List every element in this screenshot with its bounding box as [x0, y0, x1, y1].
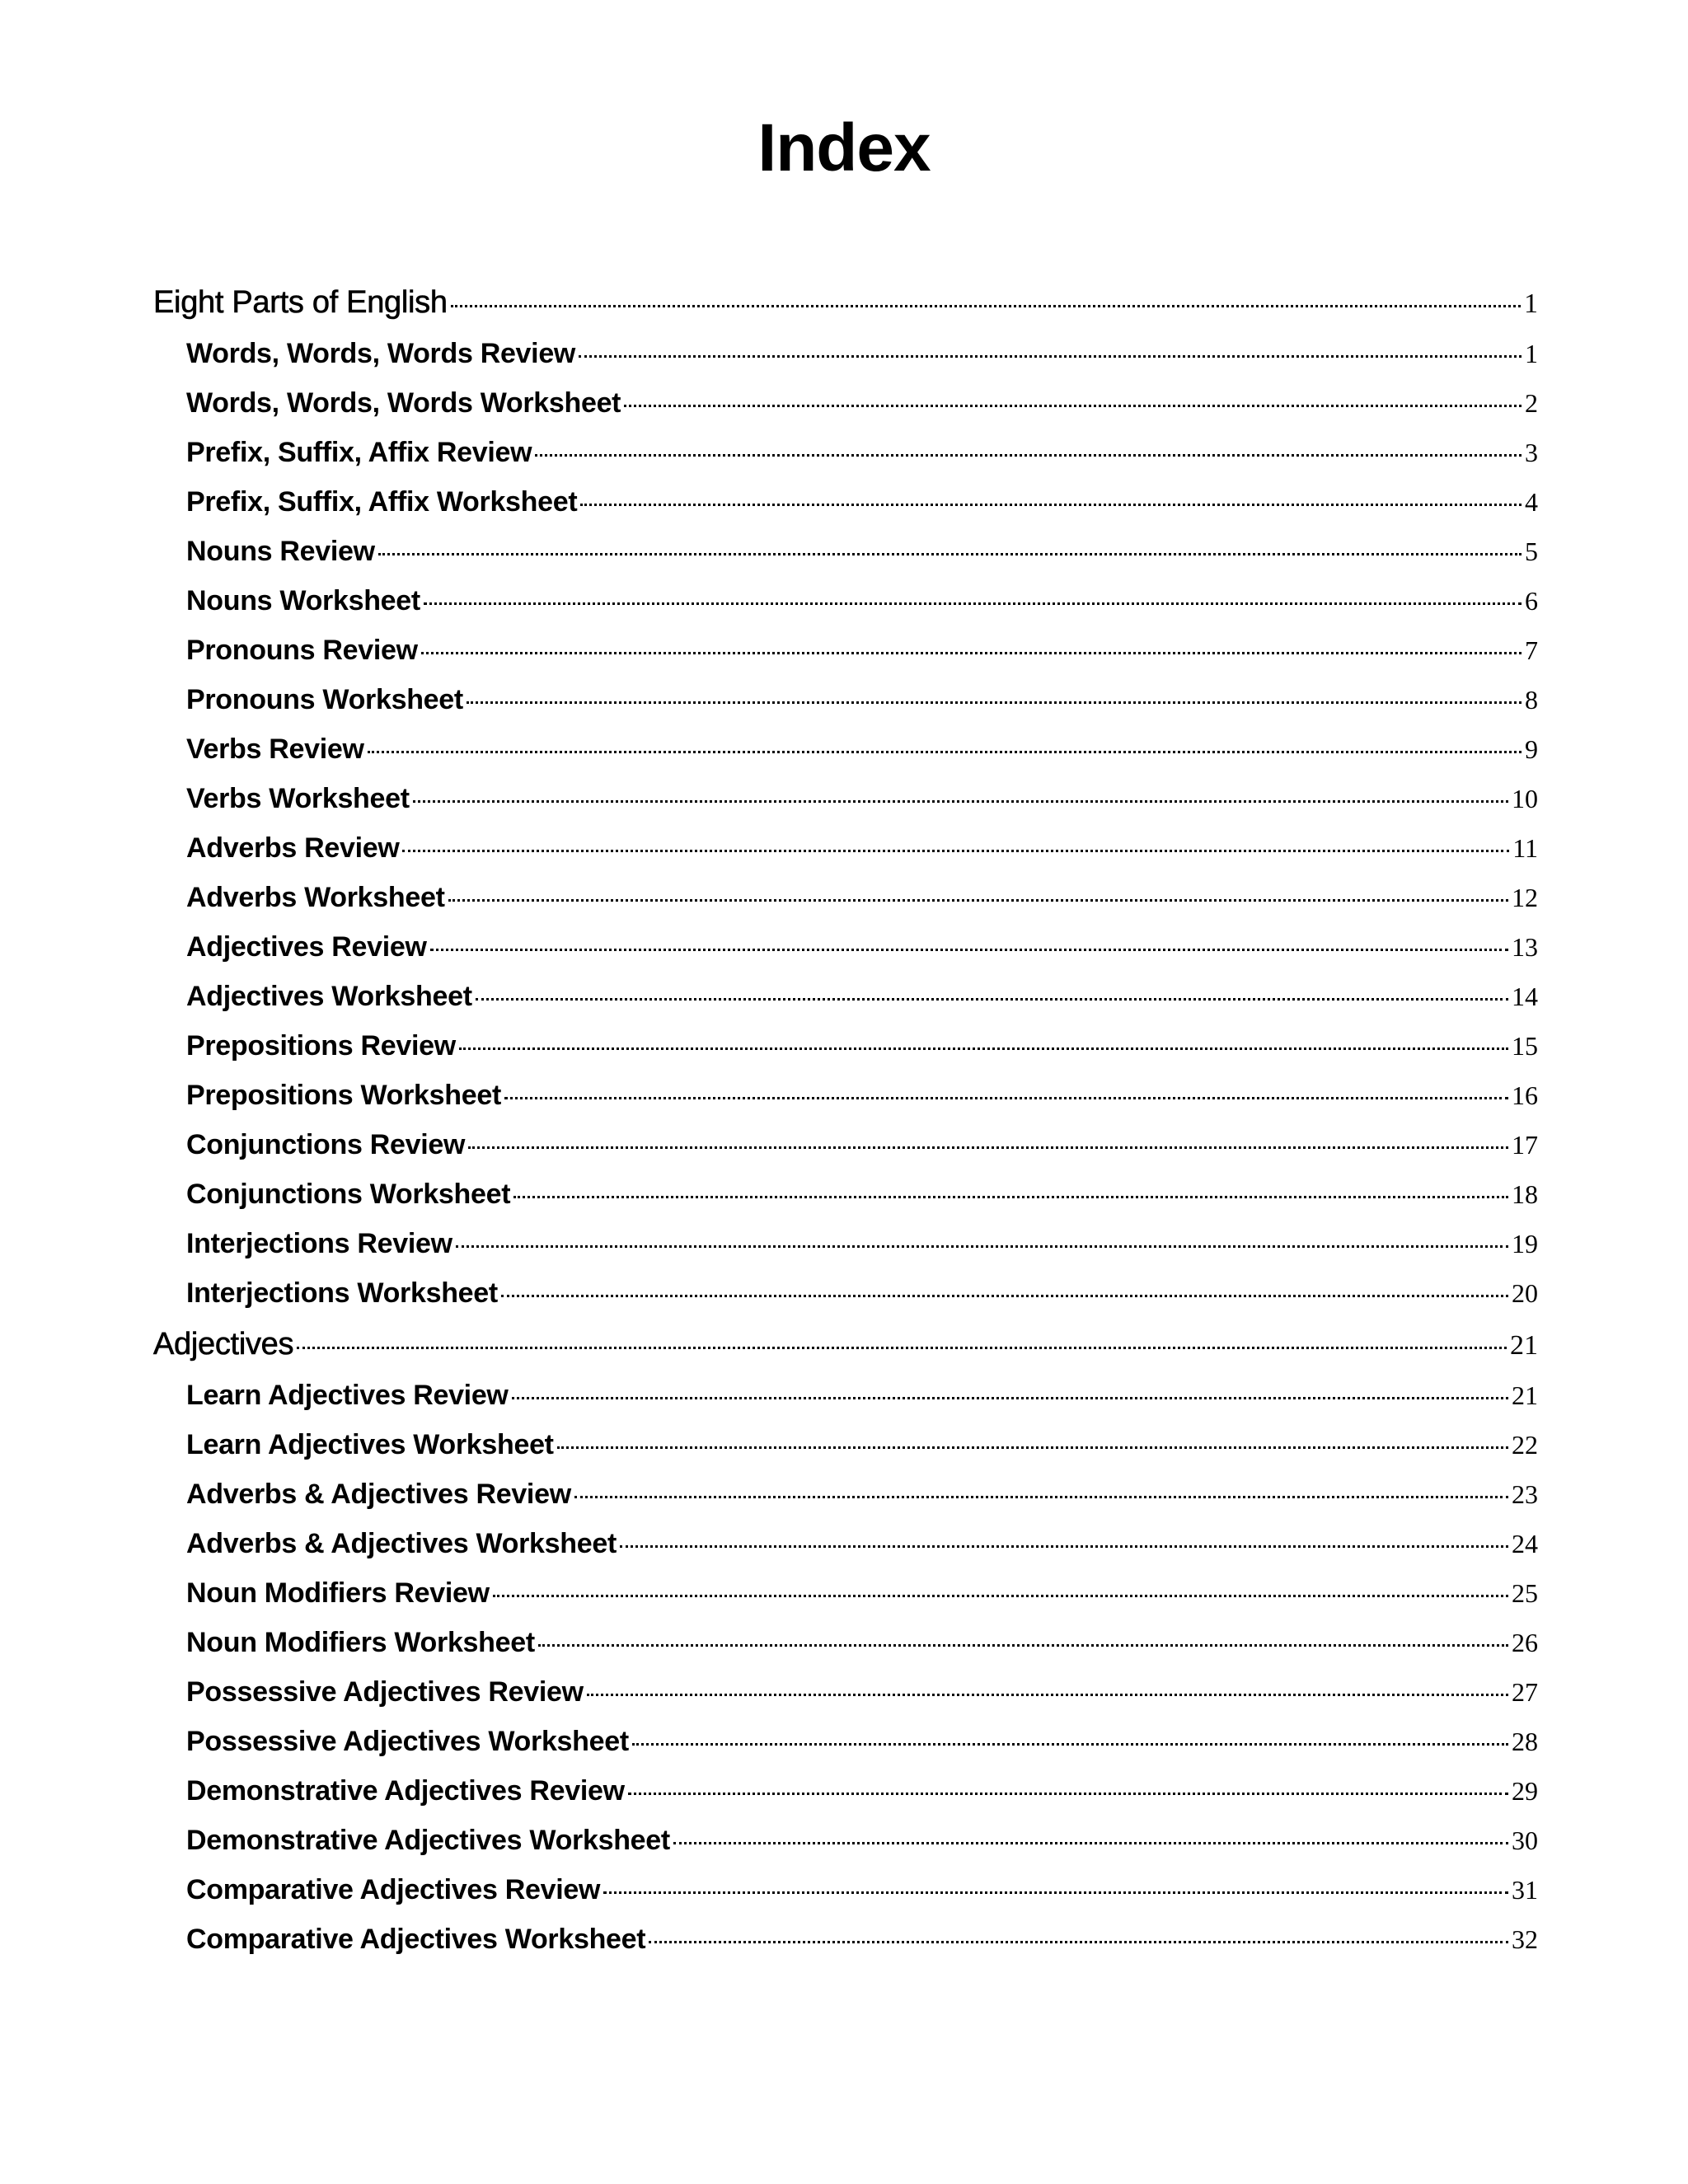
dot-leader	[603, 1891, 1508, 1894]
dot-leader	[451, 305, 1521, 307]
toc-entry-title: Demonstrative Adjectives Worksheet	[186, 1825, 670, 1856]
toc-entry[interactable]	[153, 1816, 1538, 1865]
toc-entry-title: Adverbs & Adjectives Review	[186, 1479, 571, 1510]
toc-entry-title: Pronouns Worksheet	[186, 684, 463, 715]
page-number: 13	[1512, 932, 1538, 962]
dot-leader	[632, 1743, 1508, 1746]
page-number: 5	[1525, 537, 1538, 566]
toc-entry-title: Adjectives Review	[186, 931, 427, 963]
dot-leader	[297, 1347, 1507, 1349]
dot-leader	[624, 405, 1522, 407]
toc-entry-title: Learn Adjectives Worksheet	[186, 1429, 554, 1460]
dot-leader	[512, 1397, 1508, 1399]
toc-entry-title: Prepositions Review	[186, 1030, 456, 1062]
toc-entry-title: Learn Adjectives Review	[186, 1380, 509, 1411]
toc-entry-title: Prefix, Suffix, Affix Worksheet	[186, 486, 578, 518]
dot-leader	[504, 1097, 1508, 1099]
page-number: 14	[1512, 982, 1538, 1011]
dot-leader	[421, 652, 1522, 654]
dot-leader	[493, 1595, 1508, 1597]
page-number: 25	[1512, 1578, 1538, 1608]
page-number: 26	[1512, 1628, 1538, 1657]
dot-leader	[538, 1644, 1508, 1647]
toc-entry-title: Possessive Adjectives Review	[186, 1676, 584, 1708]
toc-entry-title: Possessive Adjectives Worksheet	[186, 1726, 629, 1757]
toc-entry[interactable]	[153, 1469, 1538, 1519]
dot-leader	[501, 1295, 1508, 1297]
toc-entry-title: Adjectives Worksheet	[186, 981, 472, 1012]
toc-entry[interactable]	[153, 378, 1538, 428]
toc-entry-title: Adverbs Review	[186, 832, 400, 864]
toc-entry[interactable]	[153, 527, 1538, 576]
page-number: 12	[1512, 883, 1538, 912]
toc-entry[interactable]	[153, 1371, 1538, 1420]
page-number: 18	[1512, 1179, 1538, 1209]
toc-section-heading[interactable]	[153, 1318, 1538, 1371]
page-number: 8	[1525, 685, 1538, 715]
toc-entry[interactable]	[153, 675, 1538, 724]
dot-leader	[580, 504, 1522, 506]
page-number: 9	[1525, 734, 1538, 764]
dot-leader	[620, 1545, 1508, 1548]
toc-entry[interactable]	[153, 1618, 1538, 1667]
toc-entry[interactable]	[153, 823, 1538, 873]
toc-entry[interactable]	[153, 1568, 1538, 1618]
toc-entry[interactable]	[153, 1071, 1538, 1120]
dot-leader	[413, 800, 1508, 803]
toc-entry-title: Prepositions Worksheet	[186, 1080, 501, 1111]
page-number: 6	[1525, 586, 1538, 616]
toc-entry-title: Prefix, Suffix, Affix Review	[186, 437, 532, 468]
toc-entry-title: Words, Words, Words Worksheet	[186, 387, 621, 419]
dot-leader	[468, 1146, 1508, 1149]
toc-entry-title: Comparative Adjectives Worksheet	[186, 1924, 646, 1955]
toc-entry-title: Adjectives	[153, 1327, 294, 1361]
toc-entry[interactable]	[153, 724, 1538, 774]
toc-entry[interactable]	[153, 1219, 1538, 1268]
toc-entry[interactable]	[153, 576, 1538, 626]
dot-leader	[649, 1941, 1508, 1943]
page-number: 11	[1512, 833, 1538, 863]
page-number: 24	[1512, 1529, 1538, 1558]
toc-entry-title: Conjunctions Worksheet	[186, 1179, 511, 1210]
toc-entry-title: Demonstrative Adjectives Review	[186, 1775, 625, 1807]
dot-leader	[557, 1446, 1508, 1449]
dot-leader	[448, 899, 1508, 902]
dot-leader	[476, 998, 1508, 1001]
toc-entry-title: Comparative Adjectives Review	[186, 1874, 601, 1905]
dot-leader	[430, 949, 1508, 951]
dot-leader	[513, 1196, 1508, 1198]
dot-leader	[673, 1842, 1508, 1844]
toc-entry[interactable]	[153, 1268, 1538, 1318]
page-number: 3	[1525, 438, 1538, 467]
toc-entry[interactable]	[153, 428, 1538, 477]
page-number: 1	[1524, 288, 1538, 319]
table-of-contents	[153, 276, 1538, 1964]
page-title: Index	[757, 110, 931, 185]
toc-entry[interactable]	[153, 477, 1538, 527]
dot-leader	[628, 1793, 1508, 1795]
dot-leader	[535, 454, 1522, 457]
page-number: 21	[1510, 1330, 1538, 1361]
toc-entry[interactable]	[153, 1021, 1538, 1071]
toc-entry-title: Adverbs Worksheet	[186, 882, 445, 913]
page-number: 2	[1525, 388, 1538, 418]
toc-entry[interactable]	[153, 1766, 1538, 1816]
toc-entry-title: Verbs Worksheet	[186, 783, 410, 814]
toc-entry[interactable]	[153, 1865, 1538, 1915]
toc-section-heading[interactable]	[153, 276, 1538, 329]
toc-entry[interactable]	[153, 774, 1538, 823]
toc-entry-title: Verbs Review	[186, 733, 364, 765]
page-number: 30	[1512, 1825, 1538, 1855]
page-number: 27	[1512, 1677, 1538, 1707]
toc-entry[interactable]	[153, 1717, 1538, 1766]
toc-entry[interactable]	[153, 1420, 1538, 1469]
page-number: 19	[1512, 1229, 1538, 1258]
toc-entry-title: Eight Parts of English	[153, 285, 448, 320]
toc-entry[interactable]	[153, 329, 1538, 378]
dot-leader	[368, 751, 1522, 753]
toc-entry[interactable]	[153, 1667, 1538, 1717]
dot-leader	[456, 1245, 1508, 1248]
page-number: 4	[1525, 487, 1538, 517]
toc-entry[interactable]	[153, 1169, 1538, 1219]
dot-leader	[378, 553, 1522, 555]
page-number: 21	[1512, 1380, 1538, 1410]
toc-entry-title: Nouns Worksheet	[186, 585, 420, 616]
page-number: 1	[1525, 339, 1538, 368]
toc-entry-title: Interjections Review	[186, 1228, 452, 1259]
page-number: 15	[1512, 1031, 1538, 1061]
toc-entry[interactable]	[153, 922, 1538, 972]
toc-entry-title: Noun Modifiers Worksheet	[186, 1627, 535, 1658]
toc-entry-title: Conjunctions Review	[186, 1129, 466, 1160]
toc-entry-title: Adverbs & Adjectives Worksheet	[186, 1528, 617, 1559]
page-number: 31	[1512, 1875, 1538, 1905]
page-number: 29	[1512, 1776, 1538, 1806]
dot-leader	[424, 602, 1522, 605]
page-number: 17	[1512, 1130, 1538, 1160]
dot-leader	[467, 701, 1522, 704]
toc-entry[interactable]	[153, 873, 1538, 922]
page-number: 32	[1512, 1924, 1538, 1954]
dot-leader	[574, 1496, 1508, 1498]
toc-entry[interactable]	[153, 1519, 1538, 1568]
toc-entry-title: Interjections Worksheet	[186, 1277, 498, 1309]
dot-leader	[587, 1694, 1508, 1696]
toc-entry-title: Pronouns Review	[186, 635, 418, 666]
toc-entry-title: Nouns Review	[186, 536, 375, 567]
page-number: 28	[1512, 1727, 1538, 1756]
toc-entry[interactable]	[153, 1915, 1538, 1964]
page-number: 16	[1512, 1080, 1538, 1110]
page-number: 23	[1512, 1479, 1538, 1509]
page-number: 22	[1512, 1430, 1538, 1460]
page-number: 7	[1525, 635, 1538, 665]
toc-entry[interactable]	[153, 972, 1538, 1021]
toc-entry-title: Words, Words, Words Review	[186, 338, 576, 369]
toc-entry[interactable]	[153, 626, 1538, 675]
page-number: 10	[1512, 784, 1538, 813]
dot-leader	[402, 850, 1509, 852]
page-number: 20	[1512, 1278, 1538, 1308]
toc-entry[interactable]	[153, 1120, 1538, 1169]
toc-entry-title: Noun Modifiers Review	[186, 1577, 490, 1609]
dot-leader	[459, 1047, 1508, 1050]
dot-leader	[579, 355, 1522, 358]
